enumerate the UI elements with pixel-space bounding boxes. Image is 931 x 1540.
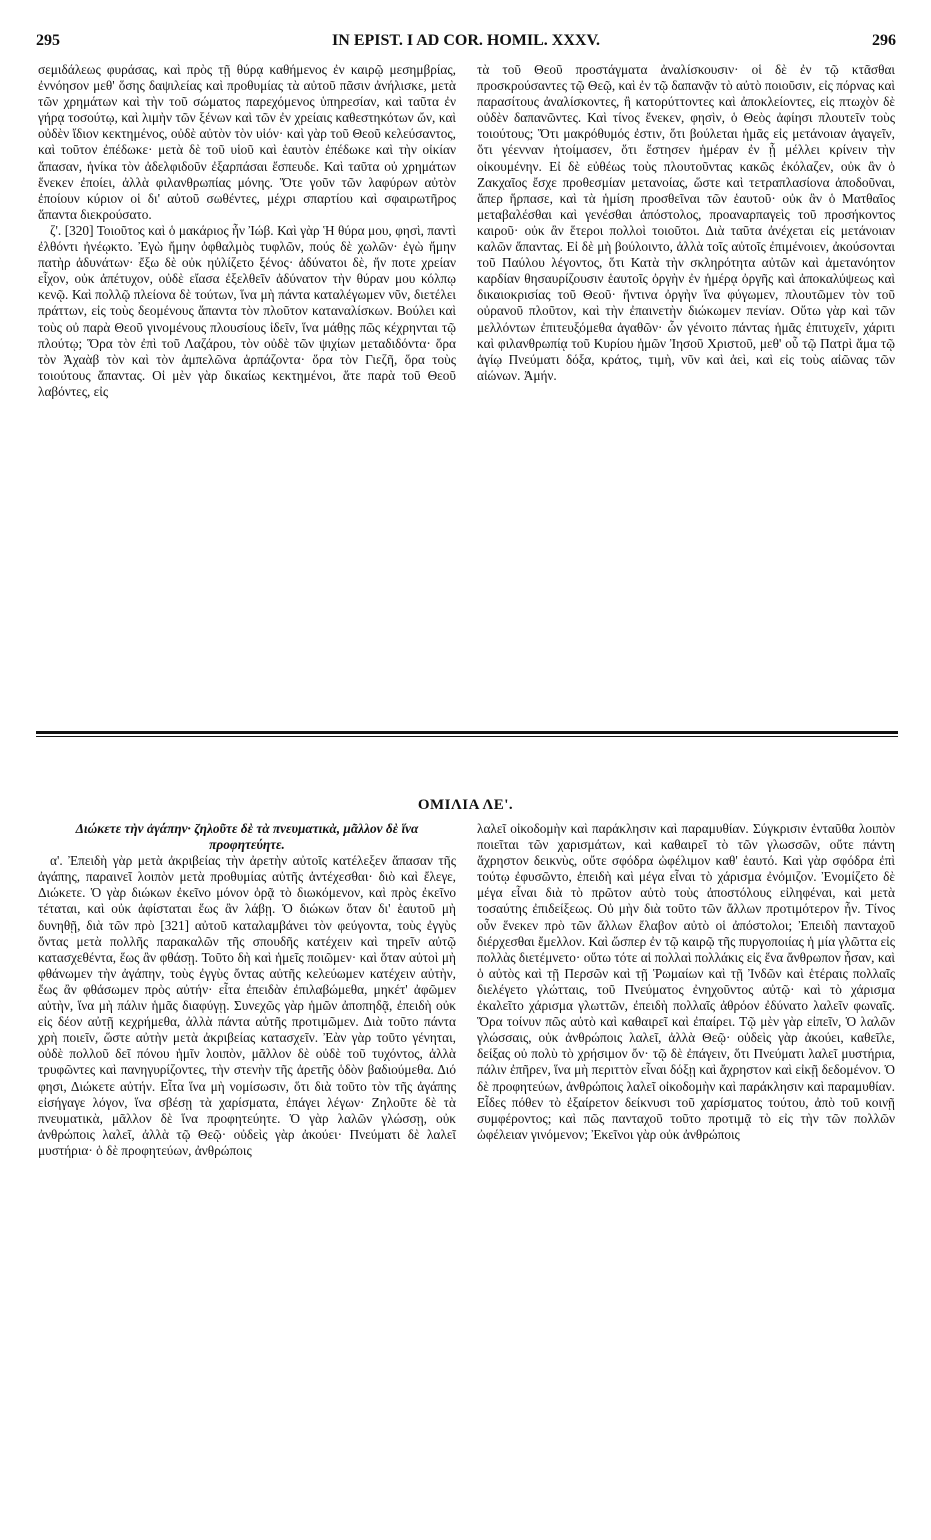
column-right-top	[477, 62, 895, 384]
column-right-bottom	[477, 821, 895, 1143]
column-left-top	[38, 62, 456, 400]
paragraph: λαλεῖ οἰκοδομὴν καὶ παράκλησιν καὶ παραμυθίαν. Σύγκρισιν ἐνταῦθα λοιπὸν ποιεῖται τῶν χαρισμάτων, καὶ καθαιρεῖ τὸ τῶν γλωσσῶν, οὔτε πάντη ἄχρηστον δεικνὺς, οὔτε σφόδρα ὠφέλιμον καθ' ἑαυτό. Καὶ γὰρ σφόδρα ἐπὶ τούτῳ ἐφυσῶντο, ἐπειδὴ καὶ μέγα εἶναι τὸ χάρισμα ἐνόμιζον. Ἐνομίζετο δὲ μέγα εἶναι διὰ τὸ πρῶτον αὐτὸ τοὺς ἀποστόλους εἰληφέναι, καὶ μετὰ τοσαύτης ἐπιδείξεως. Οὐ μὴν διὰ τοῦτο τῶν ἄλλων προτιμότερον ἦν. Τίνος οὖν ἕνεκεν πρὸ τῶν ἄλλων ἔλαβον αὐτὸ οἱ ἀπόστολοι; Ἐπειδὴ πανταχοῦ διέρχεσθαι ἔμελλον. Καὶ ὥσπερ ἐν τῷ καιρῷ τῆς πυργοποιίας ἡ μία γλῶττα εἰς πολλὰς διετέμνετο· οὕτω τότε αἱ πολλαὶ πολλάκις εἰς ἕνα ἄνθρωπον ἦσαν, καὶ ὁ αὐτὸς καὶ τῇ Περσῶν καὶ τῇ Ῥωμαίων καὶ τῇ Ἰνδῶν καὶ ἑτέραις πολλαῖς διελέγετο γλώτταις, τοῦ Πνεύματος ἐνηχοῦντος αὐτῷ· καὶ τὸ χάρισμα ἐκαλεῖτο χάρισμα γλωττῶν, ἐπειδὴ πολλαῖς ἀθρόον ἐδύνατο λαλεῖν φωναῖς. Ὅρα τοίνυν πῶς αὐτὸ καὶ καθαιρεῖ καὶ ἐπαίρει. Τῷ μὲν γὰρ εἰπεῖν, Ὁ λαλῶν γλώσσαις, οὐκ ἀνθρώποις λαλεῖ, ἀλλὰ Θεῷ· οὐδεὶς γὰρ ἀκούει, καθεῖλε, δείξας οὐ πολὺ τὸ χρήσιμον ὄν· τῷ δὲ ἐπάγειν, ὅτι Πνεύματι λαλεῖ μυστήρια, πάλιν ἐπῆρεν, ἵνα μὴ περιττὸν εἶναι δόξῃ καὶ ἄχρηστον καὶ εἰκῇ δεδομένον. Ὁ δὲ προφητεύων, ἀνθρώποις λαλεῖ οἰκοδομὴν καὶ παράκλησιν καὶ παραμυθίαν. Εἶδες πόθεν τὸ ἐξαίρετον δείκνυσι τοῦ χαρίσματος τούτου, ἀπὸ τοῦ κοινῇ συμφέροντος; καὶ πῶς πανταχοῦ τοῦτο προτιμᾷ τὸ εἰς τὴν τῶν πολλῶν ὠφέλειαν γινόμενον; Ἐκεῖνοι γὰρ οὐκ ἀνθρώποις	[477, 821, 895, 1142]
running-title: IN EPIST. I AD COR. HOMIL. XXXV.	[332, 32, 600, 49]
left-page-number: 295	[36, 32, 60, 49]
paragraph: σεμιδάλεως φυράσας, καὶ πρὸς τῇ θύρᾳ καθήμενος ἐν καιρῷ μεσημβρίας, ἐννόησον μεθ' ὅσης δαψιλείας καὶ προθυμίας τὰ αὐτοῦ πᾶσιν ἀνήλισκε, μετὰ τῶν χρημάτων καὶ τὴν τοῦ σώματος παρεχόμενος ὑπηρεσίαν, καὶ ταῦτα ἐν γήρᾳ τοσούτῳ, καὶ λιμὴν τῶν ξένων καὶ τῶν ἐν χρείαις καθεστηκότων ὤν, καὶ οὐδὲν ἴδιον κεκτημένος, οὐδὲ αὐτὸν τὸν υἱόν· καὶ γὰρ τοῦ Θεοῦ κελεύσαντος, καὶ τοῦτον ἐπέδωκε· μετὰ δὲ τοῦ υἱοῦ καὶ ἑαυτὸν ἐπέδωκε καὶ τὴν οἰκίαν ἅπασαν, ἡνίκα τὸν ἀδελφιδοῦν ἐξαρπάσαι ἔσπευδε. Καὶ ταῦτα οὐ χρημάτων ἕνεκεν ἐποίει, ἀλλὰ φιλανθρωπίας μόνης. Ὅτε γοῦν τῶν λαφύρων αὐτὸν ἐποίουν κύριον οἱ δι' αὐτοῦ σωθέντες, μέχρι σπαρτίου καὶ σφαιρωτῆρος ἅπαντα διεκρούσατο.	[38, 62, 456, 222]
column-left-bottom	[38, 821, 456, 1159]
section-divider-thin	[36, 736, 898, 737]
homily-title: ΟΜΙΛΙΑ ΛΕ'.	[417, 797, 514, 813]
paragraph: α'. Ἐπειδὴ γὰρ μετὰ ἀκριβείας τὴν ἀρετὴν αὐτοῖς κατέλεξεν ἅπασαν τῆς ἀγάπης, παραινεῖ λοιπὸν μετὰ προθυμίας αὐτῆς ἀντέχεσθαι· διὸ καὶ ἔλεγε, Διώκετε. Ὁ γὰρ διώκων ἐκεῖνο μόνον ὁρᾷ τὸ διωκόμενον, καὶ πρὸς ἐκεῖνο τέταται, καὶ οὐκ ἀφίσταται ἕως ἂν λάβῃ. Ὁ διώκων ὅταν δι' ἑαυτοῦ μὴ δυνηθῇ, διὰ τῶν πρὸ [321] αὐτοῦ καταλαμβάνει τὸν φεύγοντα, τοὺς ἐγγὺς ὄντας μετὰ πολλῆς παρακαλῶν τῆς σπουδῆς κατέχειν καὶ τηρεῖν αὐτῷ κατασχεθέντα, ἕως ἂν φθάσῃ. Τοῦτο δὴ καὶ ἡμεῖς ποιῶμεν· καὶ ὅταν αὐτοὶ μὴ φθάνωμεν τὴν ἀγάπην, τοὺς ἐγγὺς ὄντας αὐτῆς κελεύωμεν κατέχειν αὐτὴν, ἕως ἂν φθάσωμεν πρὸς αὐτήν· εἶτα ἐπειδὰν ἐπιλαβώμεθα, μηκέτ' ἀφῶμεν αὐτὴν, ἵνα μὴ πάλιν ἡμᾶς διαφύγῃ. Συνεχῶς γὰρ ἡμῶν ἀποπηδᾷ, ἐπειδὴ οὐκ εἰς δέον αὐτῇ κεχρήμεθα, ἀλλὰ πάντα αὐτῆς προτιμῶμεν. Διὰ τοῦτο πάντα χρὴ ποιεῖν, ὥστε αὐτὴν μετὰ ἀκριβείας κατασχεῖν. Ἐὰν γὰρ τοῦτο γένηται, οὐδὲ πολλοῦ δεῖ πόνου ἡμῖν λοιπὸν, μᾶλλον δὲ οὐδὲ τοῦ τυχόντος, ἀλλὰ τρυφῶντες καὶ πανηγυρίζοντες, τὴν στενὴν τῆς ἀρετῆς ὁδὸν βαδιούμεθα. Διό φησι, Διώκετε αὐτήν. Εἶτα ἵνα μὴ νομίσωσιν, ὅτι διὰ τοῦτο τὸν τῆς ἀγάπης εἰσήγαγε λόγον, ἵνα σβέσῃ τὰ χαρίσματα, ἐπάγει λέγων· Ζηλοῦτε δὲ τὰ πνευματικὰ, μᾶλλον δὲ ἵνα προφητεύητε. Ὁ γὰρ λαλῶν γλώσσῃ, οὐκ ἀνθρώποις λαλεῖ, ἀλλὰ τῷ Θεῷ· οὐδεὶς γὰρ ἀκούει· Πνεύματι δὲ λαλεῖ μυστήρια· ὁ δὲ προφητεύων, ἀνθρώποις	[38, 853, 456, 1158]
scripture-lemma: Διώκετε τὴν ἀγάπην· ζηλοῦτε δὲ τὰ πνευματικὰ, μᾶλλον δὲ ἵνα προφητεύητε.	[75, 821, 419, 853]
right-page-number: 296	[872, 32, 896, 49]
paragraph: τὰ τοῦ Θεοῦ προστάγματα ἀναλίσκουσιν· οἱ δὲ ἐν τῷ κτᾶσθαι προσκρούσαντες τῷ Θεῷ, καὶ ἐν τῷ δαπανᾷν τὸ αὐτὸ ποιοῦσιν, εἰς πόρνας καὶ παρασίτους ἀναλίσκοντες, ἢ κατορύττοντες καὶ ἀποκλείοντες, εἰς πτωχὸν δὲ οὐδὲν δαπανῶντες. Καὶ τίνος ἕνεκεν, φησὶν, ὁ Θεὸς ἀφίησι πλουτεῖν τοὺς τοιούτους; Ὅτι μακρόθυμός ἐστιν, ὅτι βούλεται ἡμᾶς εἰς μετάνοιαν ἀγαγεῖν, ὅτι γέενναν ἡτοίμασεν, ὅτι ἔστησεν ἡμέραν ἐν ᾗ μέλλει κρίνειν τὴν οἰκουμένην. Εἰ δὲ εὐθέως τοὺς πλουτοῦντας κακῶς ἐκόλαζεν, οὐκ ἂν ὁ Ζακχαῖος ἔσχε προθεσμίαν μετανοίας, ὥστε καὶ τετραπλασίονα ἀποδοῦναι, ἅπερ ἥρπασε, καὶ τὰ ἡμίση προσθεῖναι τῶν ἑαυτοῦ· οὐκ ἂν ὁ Ματθαῖος μεταβαλέσθαι καὶ γενέσθαι ἀπόστολος, προαναρπαγεὶς τοῦ προσήκοντος καιροῦ· οὐκ ἂν ἕτεροι πολλοὶ τοιοῦτοι. Διὰ ταῦτα ἀνέχεται εἰς μετάνοιαν καλῶν ἅπαντας. Εἰ δὲ μὴ βούλοιντο, ἀλλὰ τοῖς αὐτοῖς ἐπιμένοιεν, ἀκούσονται τοῦ Παύλου λέγοντος, ὅτι Κατὰ τὴν σκληρότητα αὐτῶν καὶ ἀμετανόητον καρδίαν θησαυρίζουσιν ἑαυτοῖς ὀργὴν ἐν ἡμέρᾳ ὀργῆς καὶ ἀποκαλύψεως καὶ δικαιοκρισίας τοῦ Θεοῦ· ἥντινα ὀργὴν ἵνα φύγωμεν, πλουτῶμεν τὸν τοῦ οὐρανοῦ πλοῦτον, καὶ τὴν ἐπαινετὴν διώκωμεν πενίαν. Οὕτω γὰρ καὶ τῶν μελλόντων ἐπιτευξόμεθα ἀγαθῶν· ὧν γένοιτο πάντας ἡμᾶς ἐπιτυχεῖν, χάριτι καὶ φιλανθρωπίᾳ τοῦ Κυρίου ἡμῶν Ἰησοῦ Χριστοῦ, μεθ' οὗ τῷ Πατρὶ ἅμα τῷ ἁγίῳ Πνεύματι δόξα, κράτος, τιμὴ, νῦν καὶ ἀεὶ, καὶ εἰς τοὺς αἰῶνας τῶν αἰώνων. Ἀμήν.	[477, 62, 895, 383]
section-divider	[36, 731, 898, 734]
paragraph: ζ'. [320] Τοιοῦτος καὶ ὁ μακάριος ἦν Ἰώβ. Καὶ γὰρ Ἡ θύρα μου, φησὶ, παντὶ ἐλθόντι ἠνέῳκτο. Ἐγὼ ἤμην ὀφθαλμὸς τυφλῶν, πούς δὲ χωλῶν· ἐγὼ ἤμην πατὴρ ἀδυνάτων· ἔξω δὲ οὐκ ηὐλίζετο ξένος· ἀδύνατοι δὲ, ἥν ποτε χρείαν εἶχον, οὐκ ἀπέτυχον, οὐδὲ εἴασα ἐξελθεῖν ἀδύνατον τὴν θύραν μου κόλπῳ κενῷ. Καὶ πολλῷ πλείονα δὲ τούτων, ἵνα μὴ πάντα καταλέγωμεν νῦν, διετέλει πράττων, εἰς τοὺς δεομένους ἅπαντα τὸν πλοῦτον καταναλίσκων. Βούλει καὶ τοὺς οὐ παρὰ Θεοῦ γινομένους πλουσίους ἰδεῖν, ἵνα μάθῃς πῶς κέχρηνται τῷ πλούτῳ; Ὅρα τὸν ἐπὶ τοῦ Λαζάρου, τὸν οὐδὲ τῶν ψιχίων μεταδιδόντα· ὅρα τὸν Ἀχαὰβ τὸν καὶ τὸν ἀμπελῶνα ἁρπάζοντα· ὅρα τὸν Γιεζῆ, ὅρα τοὺς τοιούτους ἅπαντας. Οἱ μὲν γὰρ δικαίως κεκτημένοι, ἅτε παρὰ τοῦ Θεοῦ λαβόντες, εἰς	[38, 222, 456, 399]
running-header	[36, 32, 896, 56]
